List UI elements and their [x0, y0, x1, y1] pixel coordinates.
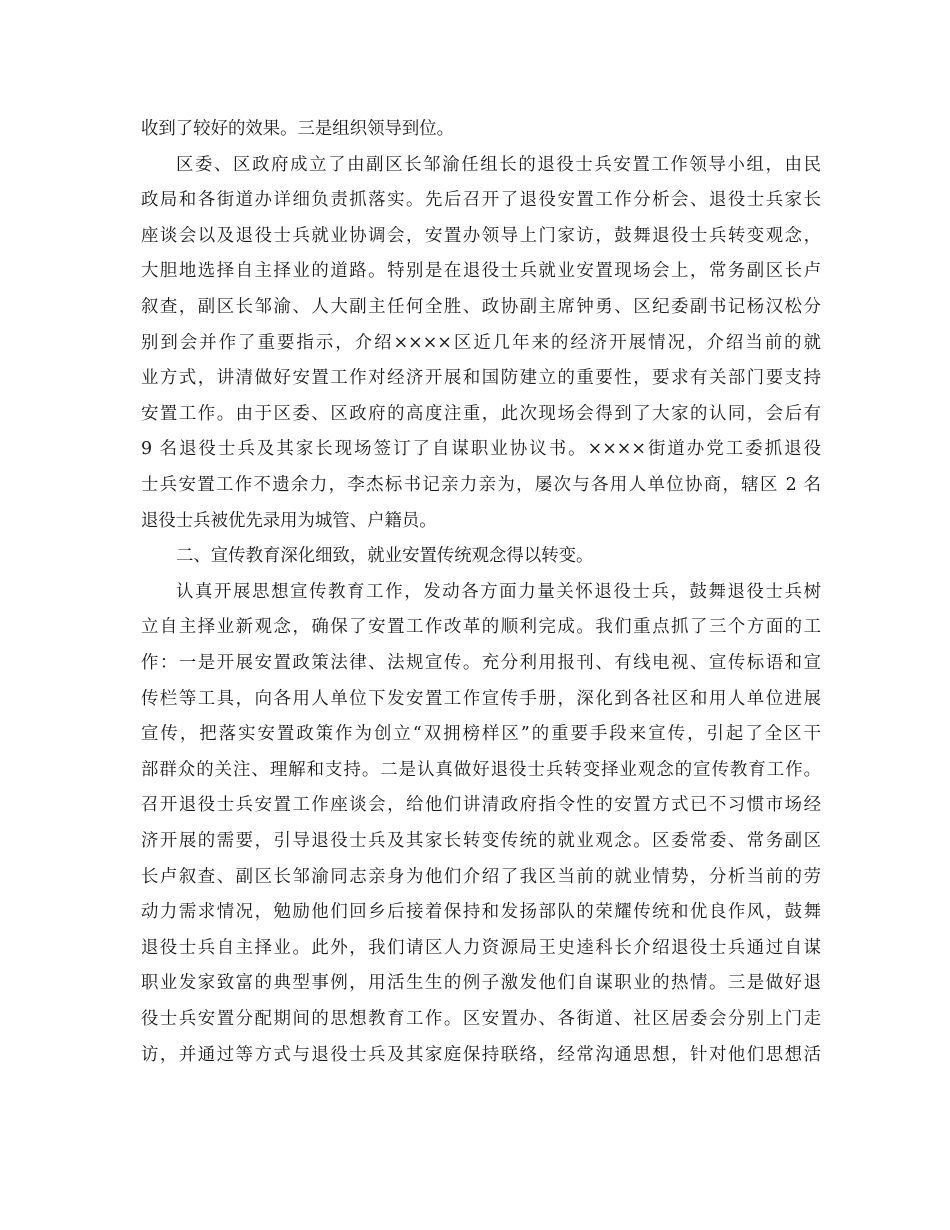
text-line: 传栏等工具，向各用人单位下发安置工作宣传手册，深化到各社区和用人单位进展	[141, 688, 821, 709]
text-line: 政局和各街道办详细负责抓落实。先后召开了退役安置工作分析会、退役士兵家长	[141, 190, 821, 211]
text-line: 叙查，副区长邹渝、人大副主任何全胜、政协副主席钟勇、区纪委副书记杨汉松分	[141, 297, 821, 317]
text-line: 区委、区政府成立了由副区长邹渝任组长的退役士兵安置工作领导小组，由民	[176, 154, 821, 175]
text-line: 安置工作。由于区委、区政府的高度注重，此次现场会得到了大家的认同，会后有	[141, 403, 821, 424]
text-line: 士兵安置工作不遗余力，李杰标书记亲力亲为，屡次与各用人单位协商，辖区 2 名	[141, 475, 821, 495]
text-line: 宣传，把落实安置政策作为创立“双拥榜样区”的重要手段来宣传，引起了全区干	[141, 724, 821, 745]
text-line: 收到了较好的效果。三是组织领导到位。	[141, 119, 455, 139]
text-line: 认真开展思想宣传教育工作，发动各方面力量关怀退役士兵，鼓舞退役士兵树	[176, 581, 821, 602]
text-line: 二、宣传教育深化细致，就业安置传统观念得以转变。	[176, 546, 594, 567]
text-line: 座谈会以及退役士兵就业协调会，安置办领导上门家访，鼓舞退役士兵转变观念，	[141, 225, 821, 246]
text-line: 部群众的关注、理解和支持。二是认真做好退役士兵转变择业观念的宣传教育工作。	[141, 759, 821, 780]
text-line: 职业发家致富的典型事例，用活生生的例子激发他们自谋职业的热情。三是做好退	[141, 973, 821, 994]
text-line: 业方式，讲清做好安置工作对经济开展和国防建立的重要性，要求有关部门要支持	[141, 368, 821, 389]
text-line: 退役士兵被优先录用为城管、户籍员。	[141, 510, 437, 531]
text-line: 立自主择业新观念，确保了安置工作改革的顺利完成。我们重点抓了三个方面的工	[141, 617, 821, 638]
text-line: 召开退役士兵安置工作座谈会，给他们讲清政府指令性的安置方式已不习惯市场经	[141, 795, 821, 816]
text-line: 长卢叙查、副区长邹渝同志亲身为他们介绍了我区当前的就业情势，分析当前的劳	[141, 866, 821, 887]
text-line: 大胆地选择自主择业的道路。特别是在退役士兵就业安置现场会上，常务副区长卢	[141, 261, 821, 282]
text-line: 济开展的需要，引导退役士兵及其家长转变传统的就业观念。区委常委、常务副区	[141, 831, 821, 851]
text-line: 9 名退役士兵及其家长现场签订了自谋职业协议书。××××街道办党工委抓退役	[141, 439, 821, 460]
text-line: 作：一是开展安置政策法律、法规宣传。充分利用报刊、有线电视、宣传标语和宣	[141, 653, 821, 673]
text-line: 役士兵安置分配期间的思想教育工作。区安置办、各街道、社区居委会分别上门走	[141, 1009, 821, 1029]
text-line: 退役士兵自主择业。此外，我们请区人力资源局王史逵科长介绍退役士兵通过自谋	[141, 937, 821, 958]
text-line: 别到会并作了重要指示，介绍××××区近几年来的经济开展情况，介绍当前的就	[141, 332, 821, 353]
text-line: 动力需求情况，勉励他们回乡后接着保持和发扬部队的荣耀传统和优良作风，鼓舞	[141, 902, 821, 923]
text-line: 访，并通过等方式与退役士兵及其家庭保持联络，经常沟通思想，针对他们思想活	[141, 1044, 821, 1065]
